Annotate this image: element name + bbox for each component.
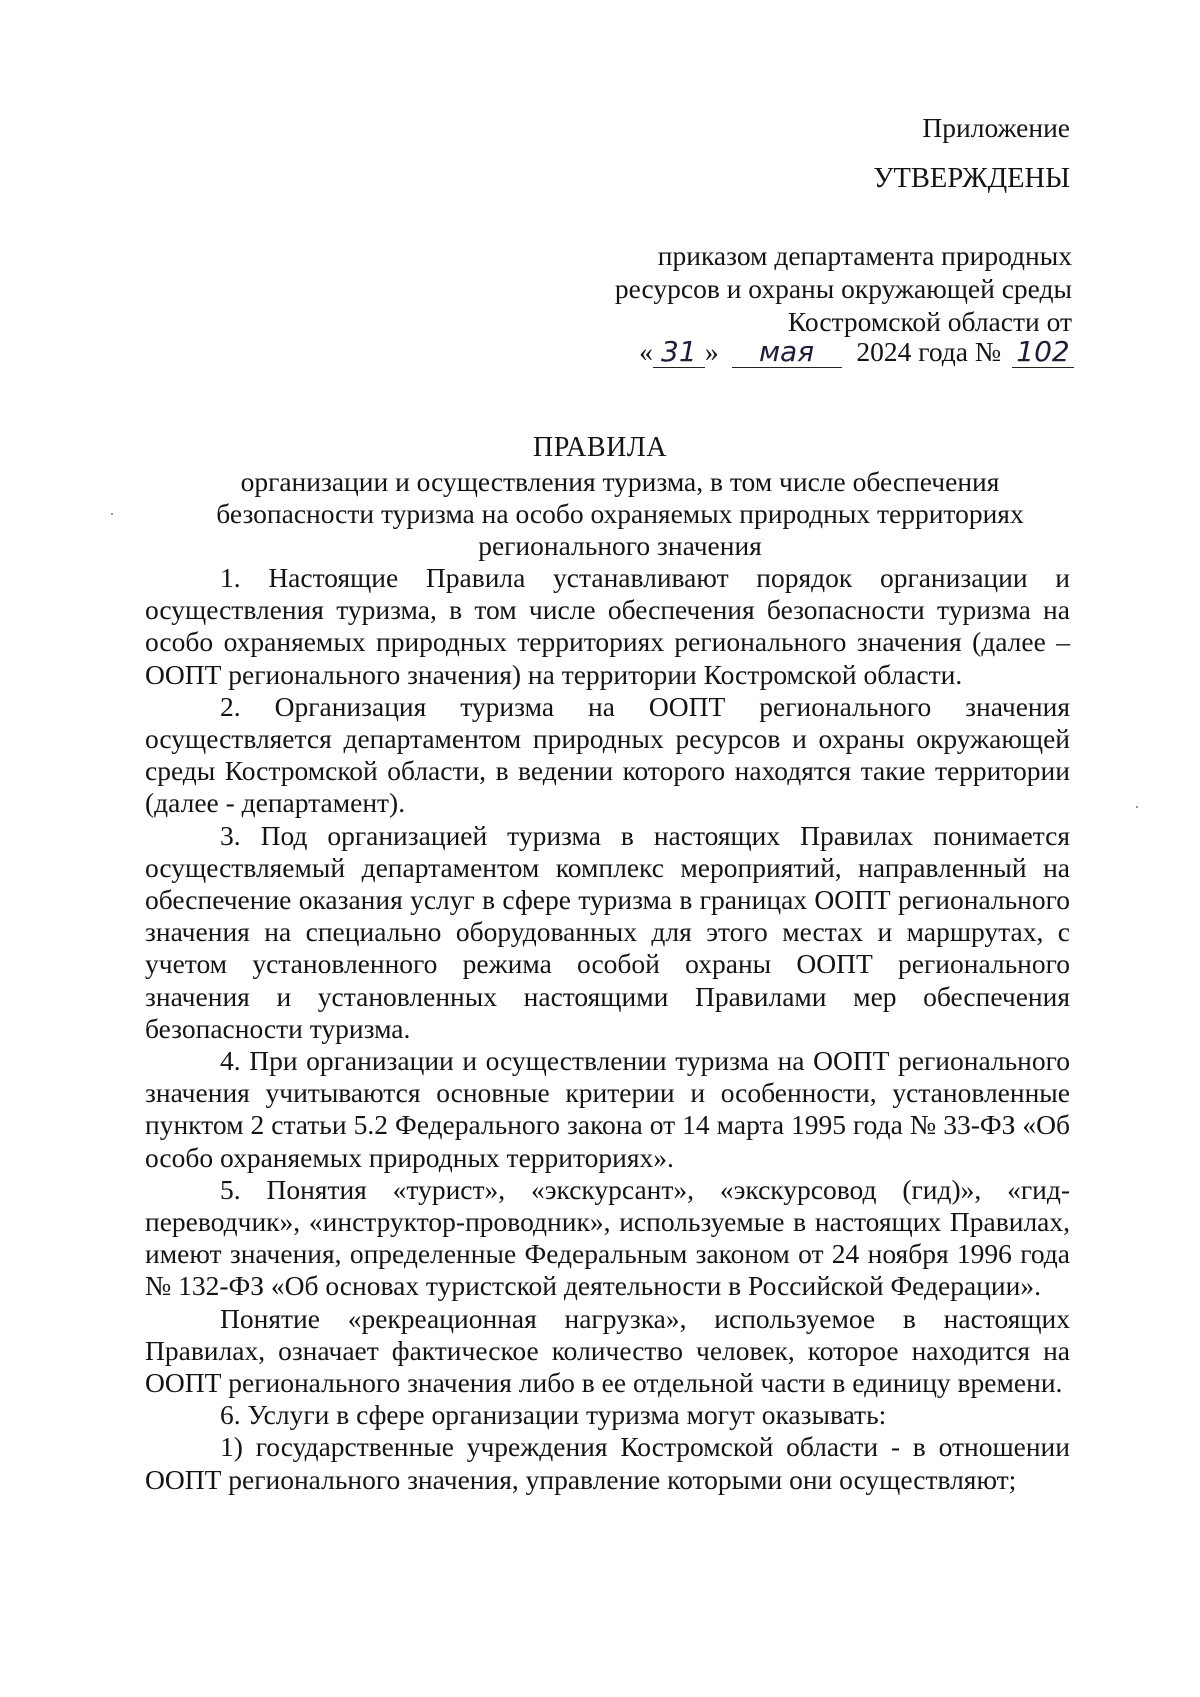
document-subtitle: организации и осуществления туризма, в том числе обеспечения безопасности туризма на особо охраняемых природных территориях регионального значения <box>216 466 1024 561</box>
handwritten-month: мая <box>732 337 842 368</box>
handwritten-order-number: 102 <box>1012 337 1074 368</box>
paragraph-4: 4. При организации и осуществлении туризма на ООПТ регионального значения учитываются основные критерии и особенности, установленные пунктом 2 статьи 5.2 Федерального закона от 14 марта 1995 года № 33-ФЗ «Об особо охраняемых природных территориях». <box>145 1045 1070 1173</box>
year-and-number-label: 2024 года № <box>856 336 1002 367</box>
document-body <box>145 562 1070 1496</box>
scan-speck <box>1136 806 1138 808</box>
order-date-line <box>639 336 1074 368</box>
approved-heading: УТВЕРЖДЕНЫ <box>873 163 1070 194</box>
paragraph-2: 2. Организация туризма на ООПТ регионального значения осуществляется департаментом природных ресурсов и охраны окружающей среды Костромской области, в ведении которого находятся такие территории (далее - департамент). <box>145 690 1070 819</box>
paragraph-3: 3. Под организацией туризма в настоящих Правилах понимается осуществляемый департаментом комплекс мероприятий, направленный на обеспечение оказания услуг в сфере туризма в границах ООПТ регионального значения на специально оборудованных для этого местах и маршрутах, с учетом установленного режима особой охраны ООПТ регионального значения и установленных настоящими Правилами мер обеспечения безопасности туризма. <box>145 819 1070 1044</box>
scan-speck <box>111 513 113 515</box>
paragraph-1: 1. Настоящие Правила устанавливают порядок организации и осуществления туризма, в том числе обеспечения безопасности туризма на особо охраняемых природных территориях регионального значения (далее – ООПТ регионального значения) на территории Костромской области. <box>145 562 1070 690</box>
paragraph-5: 5. Понятия «турист», «экскурсант», «экскурсовод (гид)», «гид-переводчик», «инструктор-проводник», используемые в настоящих Правилах, имеют значения, определенные Федеральным законом от 24 ноября 1996 года № 132-ФЗ «Об основах туристской деятельности в Российской Федерации». <box>145 1173 1070 1302</box>
handwritten-day: 31 <box>653 337 705 368</box>
paragraph-recreational-load: Понятие «рекреационная нагрузка», используемое в настоящих Правилах, означает фактическое количество человек, которое находится на ООПТ регионального значения либо в ее отдельной части в единицу времени. <box>145 1302 1070 1399</box>
approved-by-text: приказом департамента природных ресурсов и охраны окружающей среды Костромской области от <box>614 240 1072 337</box>
appendix-label: Приложение <box>922 112 1070 143</box>
close-quote: » <box>704 336 719 367</box>
paragraph-6: 6. Услуги в сфере организации туризма могут оказывать: <box>220 1399 887 1431</box>
document-title: ПРАВИЛА <box>532 432 668 463</box>
paragraph-6-item-1: 1) государственные учреждения Костромской области - в отношении ООПТ регионального значения, управление которыми они осуществляют; <box>145 1431 1070 1495</box>
open-quote: « <box>639 336 653 367</box>
